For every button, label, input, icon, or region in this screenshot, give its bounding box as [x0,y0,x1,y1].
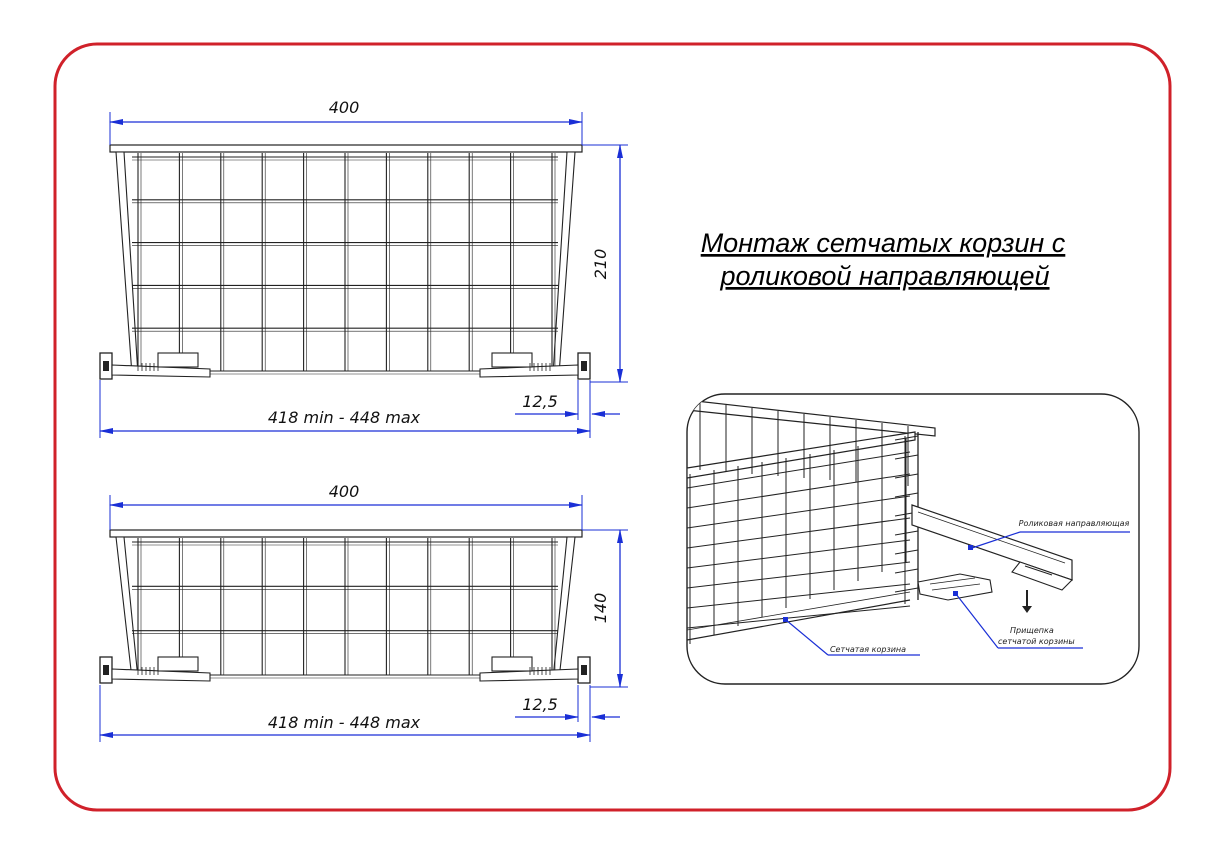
title-line-1: Монтаж сетчатых корзин с [700,228,1066,258]
overall-label: 418 min - 448 max [267,713,421,732]
rail-gap-label: 12,5 [522,695,558,714]
callout-basket-label: Сетчатая корзина [829,645,907,654]
height-label: 210 [591,248,610,280]
height-label: 140 [591,592,610,624]
rail-gap-label: 12,5 [522,392,558,411]
basket-drawing-top [100,98,628,438]
basket-side-right [553,152,575,375]
basket-rim [110,530,582,537]
title-line-2: роликовой направляющей [720,261,1050,291]
clip-right [492,657,532,671]
title-block [701,228,1066,291]
roller-right [581,361,587,371]
basket-rim [110,145,582,152]
clip-left [158,657,198,671]
width-label: 400 [328,482,360,501]
basket-grid-bottom [100,530,590,683]
basket-grid-top [100,145,590,379]
basket-side-left [116,152,138,375]
detail-view [687,394,1139,684]
clip-right [492,353,532,367]
basket-side-left [116,537,138,679]
basket-drawing-bottom [100,482,628,742]
roller-left [103,665,109,675]
width-label: 400 [328,98,360,117]
callout-rail-label: Роликовая направляющая [1018,519,1130,528]
clip-left [158,353,198,367]
roller-left [103,361,109,371]
callout-clip-label-line2: сетчатой корзины [998,637,1075,646]
basket-side-right [553,537,575,679]
roller-right [581,665,587,675]
overall-label: 418 min - 448 max [267,408,421,427]
callout-clip-label-line1: Прищепка [1010,626,1054,635]
